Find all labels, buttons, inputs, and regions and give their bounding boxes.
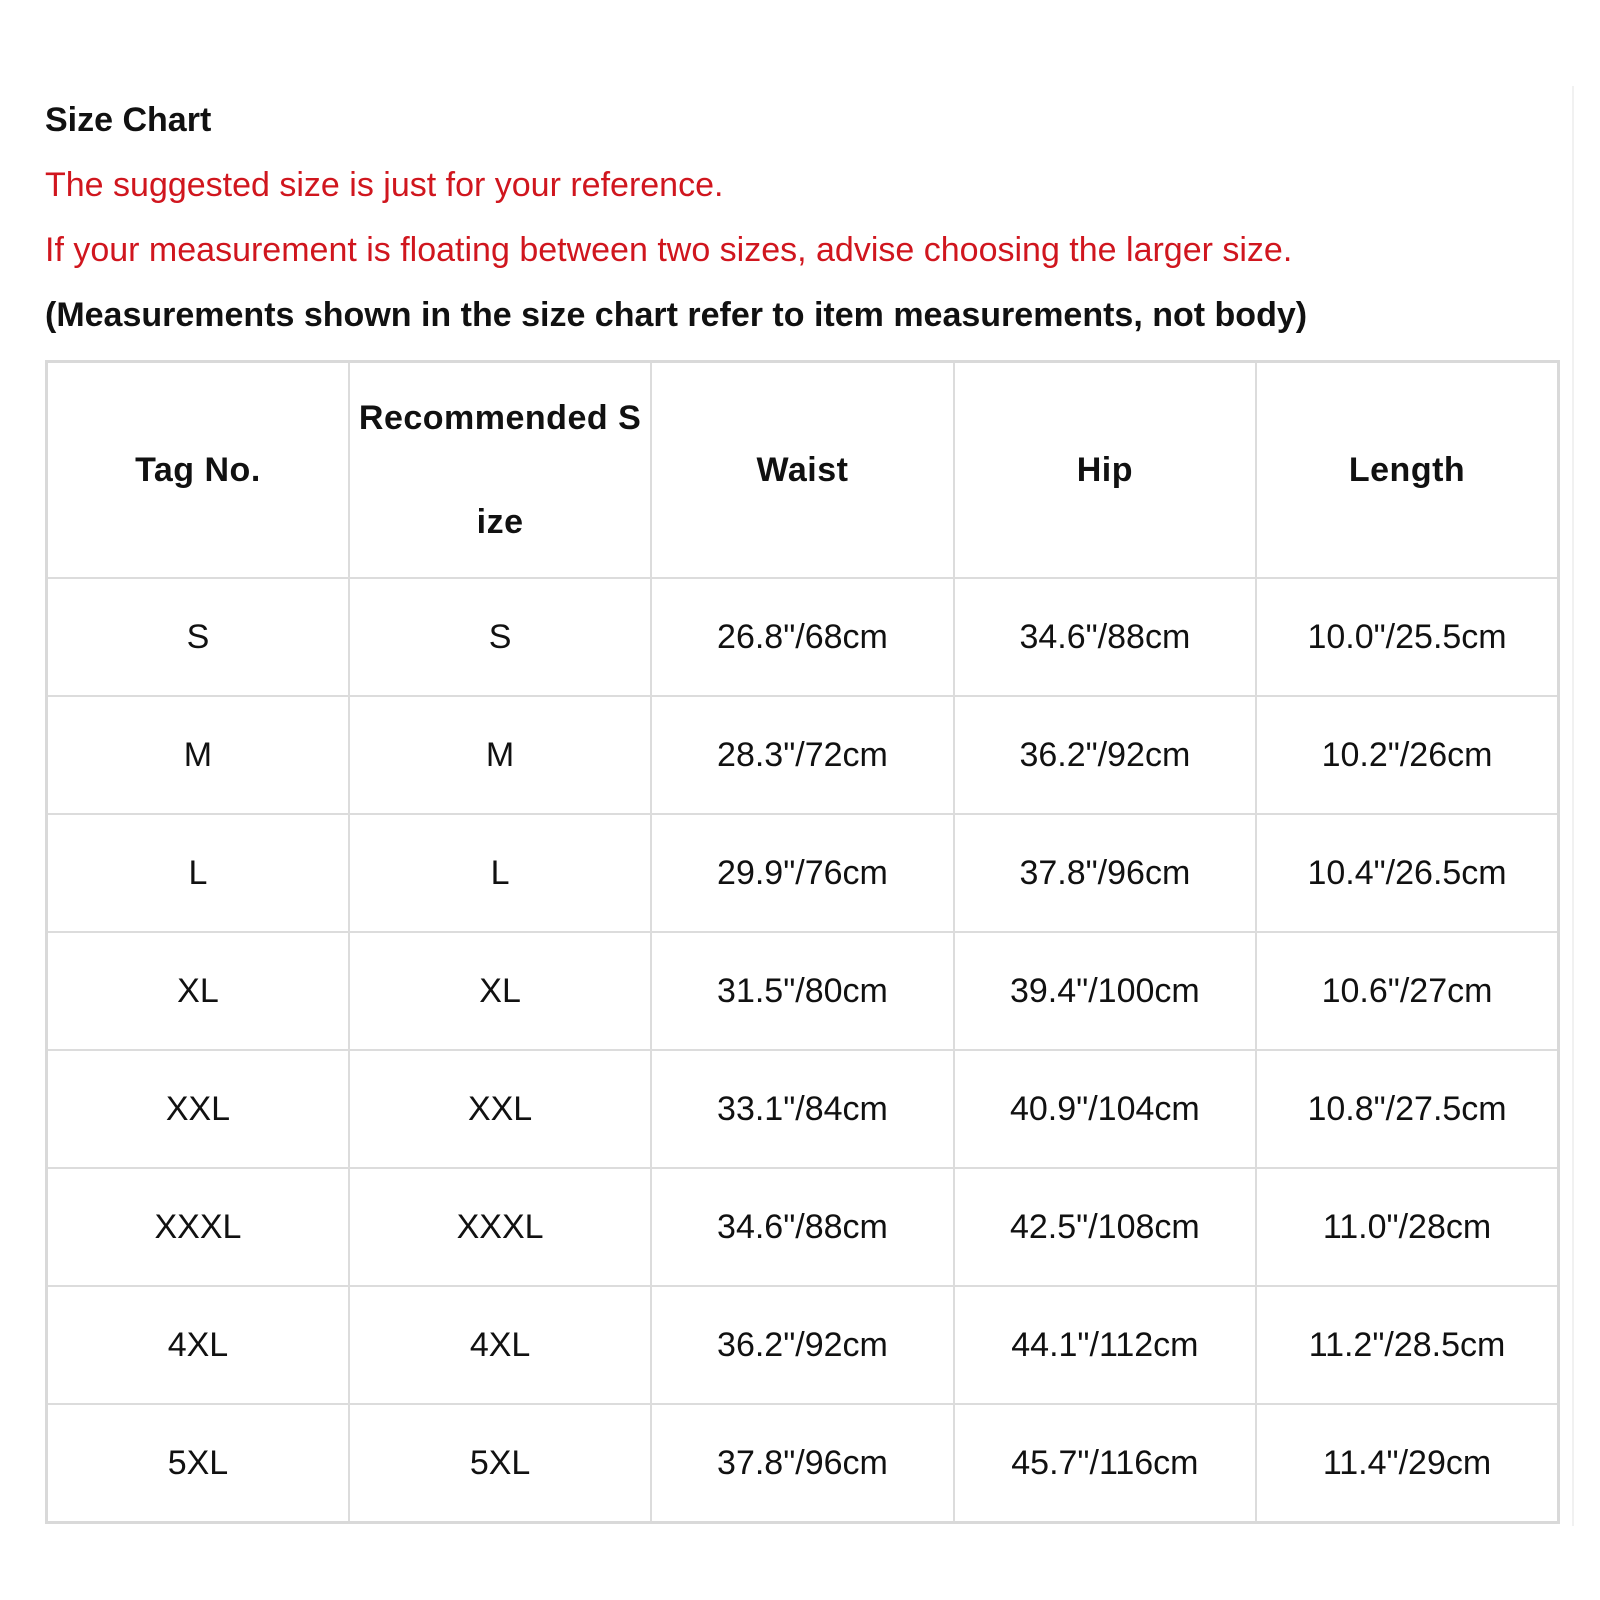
cell-hip: 44.1"/112cm — [954, 1286, 1256, 1404]
table-row — [47, 1404, 1559, 1523]
reference-note: The suggested size is just for your reference. — [45, 166, 724, 204]
table-row — [47, 696, 1559, 814]
cell-tag-no: XXXL — [47, 1168, 349, 1286]
table-row — [47, 1168, 1559, 1286]
size-table — [45, 360, 1560, 1524]
cell-recommended-size: XXL — [349, 1050, 651, 1168]
header-recommended-size — [349, 362, 651, 579]
cell-length: 10.0"/25.5cm — [1256, 578, 1558, 696]
cell-length: 11.0"/28cm — [1256, 1168, 1558, 1286]
cell-length: 11.4"/29cm — [1256, 1404, 1558, 1523]
cell-hip: 45.7"/116cm — [954, 1404, 1256, 1523]
cell-tag-no: L — [47, 814, 349, 932]
measurement-disclaimer: (Measurements shown in the size chart refer to item measurements, not body) — [45, 296, 1308, 334]
cell-hip: 39.4"/100cm — [954, 932, 1256, 1050]
cell-tag-no: 4XL — [47, 1286, 349, 1404]
cell-tag-no: XL — [47, 932, 349, 1050]
header-length: Length — [1256, 362, 1558, 579]
header-row — [47, 362, 1559, 579]
cell-waist: 33.1"/84cm — [651, 1050, 953, 1168]
cell-tag-no: XXL — [47, 1050, 349, 1168]
cell-tag-no: 5XL — [47, 1404, 349, 1523]
cell-length: 10.6"/27cm — [1256, 932, 1558, 1050]
cell-waist: 37.8"/96cm — [651, 1404, 953, 1523]
frame-edge — [1572, 86, 1574, 1526]
cell-hip: 34.6"/88cm — [954, 578, 1256, 696]
cell-waist: 29.9"/76cm — [651, 814, 953, 932]
cell-length: 11.2"/28.5cm — [1256, 1286, 1558, 1404]
table-row — [47, 814, 1559, 932]
cell-recommended-size: XXXL — [349, 1168, 651, 1286]
table-row — [47, 932, 1559, 1050]
size-chart-title: Size Chart — [45, 101, 212, 139]
cell-waist: 28.3"/72cm — [651, 696, 953, 814]
cell-waist: 34.6"/88cm — [651, 1168, 953, 1286]
cell-hip: 42.5"/108cm — [954, 1168, 1256, 1286]
header-recommended-size-label: Recommended Size — [358, 399, 642, 541]
cell-recommended-size: 4XL — [349, 1286, 651, 1404]
cell-waist: 36.2"/92cm — [651, 1286, 953, 1404]
intro-block — [45, 94, 1545, 354]
header-waist: Waist — [651, 362, 953, 579]
table-row — [47, 1050, 1559, 1168]
cell-hip: 37.8"/96cm — [954, 814, 1256, 932]
cell-recommended-size: S — [349, 578, 651, 696]
cell-tag-no: S — [47, 578, 349, 696]
cell-hip: 36.2"/92cm — [954, 696, 1256, 814]
cell-waist: 26.8"/68cm — [651, 578, 953, 696]
cell-length: 10.4"/26.5cm — [1256, 814, 1558, 932]
sizing-advice-note: If your measurement is floating between two sizes, advise choosing the larger size. — [45, 231, 1293, 269]
cell-hip: 40.9"/104cm — [954, 1050, 1256, 1168]
cell-tag-no: M — [47, 696, 349, 814]
cell-length: 10.8"/27.5cm — [1256, 1050, 1558, 1168]
header-tag-no: Tag No. — [47, 362, 349, 579]
cell-recommended-size: M — [349, 696, 651, 814]
header-hip: Hip — [954, 362, 1256, 579]
table-row — [47, 578, 1559, 696]
cell-recommended-size: L — [349, 814, 651, 932]
table-row — [47, 1286, 1559, 1404]
cell-recommended-size: 5XL — [349, 1404, 651, 1523]
cell-waist: 31.5"/80cm — [651, 932, 953, 1050]
cell-recommended-size: XL — [349, 932, 651, 1050]
cell-length: 10.2"/26cm — [1256, 696, 1558, 814]
